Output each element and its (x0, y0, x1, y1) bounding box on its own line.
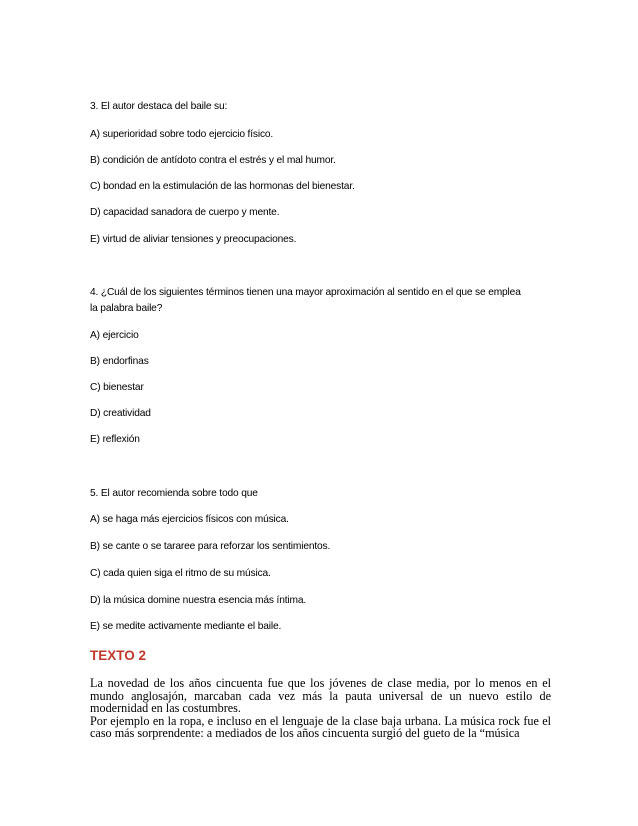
q5-option-c: C) cada quien siga el ritmo de su música. (90, 568, 271, 579)
question-3: 3. El autor destaca del baile su: (90, 101, 228, 112)
q4-option-b: B) endorfinas (90, 356, 149, 367)
q3-option-c: C) bondad en la estimulación de las hormonas del bienestar. (90, 181, 355, 192)
texto-2-heading: TEXTO 2 (90, 648, 147, 663)
q4-option-e: E) reflexión (90, 434, 140, 445)
q4-option-d: D) creatividad (90, 408, 151, 419)
q3-option-d: D) capacidad sanadora de cuerpo y mente. (90, 207, 280, 218)
q4-option-c: C) bienestar (90, 382, 144, 393)
question-5: 5. El autor recomienda sobre todo que (90, 488, 258, 499)
q3-option-e: E) virtud de aliviar tensiones y preocupaciones. (90, 234, 297, 245)
q5-option-d: D) la música domine nuestra esencia más íntima. (90, 595, 307, 606)
texto-2-paragraph-2: Por ejemplo en la ropa, e incluso en el lenguaje de la clase baja urbana. La música rock fue el caso más sorprendente: a mediados de los años cincuenta surgió del gueto de la “música (90, 713, 551, 741)
q3-option-a: A) superioridad sobre todo ejercicio físico. (90, 129, 274, 140)
q3-option-b: B) condición de antídoto contra el estrés y el mal humor. (90, 155, 336, 166)
question-4-line-1: 4. ¿Cuál de los siguientes términos tienen una mayor aproximación al sentido en el que se emplea (90, 287, 521, 298)
q4-option-a: A) ejercicio (90, 330, 139, 341)
texto-2-paragraph-1: La novedad de los años cincuenta fue que los jóvenes de clase media, por lo menos en el mundo anglosajón, marcaban cada vez más la pauta universal de un nuevo estilo de modernidad en las costumbres. (90, 676, 551, 716)
q5-option-e: E) se medite activamente mediante el baile. (90, 621, 282, 632)
q5-option-b: B) se cante o se tararee para reforzar los sentimientos. (90, 541, 331, 552)
texto-2-body (90, 677, 551, 740)
question-4-line-2: la palabra baile? (90, 303, 163, 314)
q5-option-a: A) se haga más ejercicios físicos con música. (90, 514, 289, 525)
